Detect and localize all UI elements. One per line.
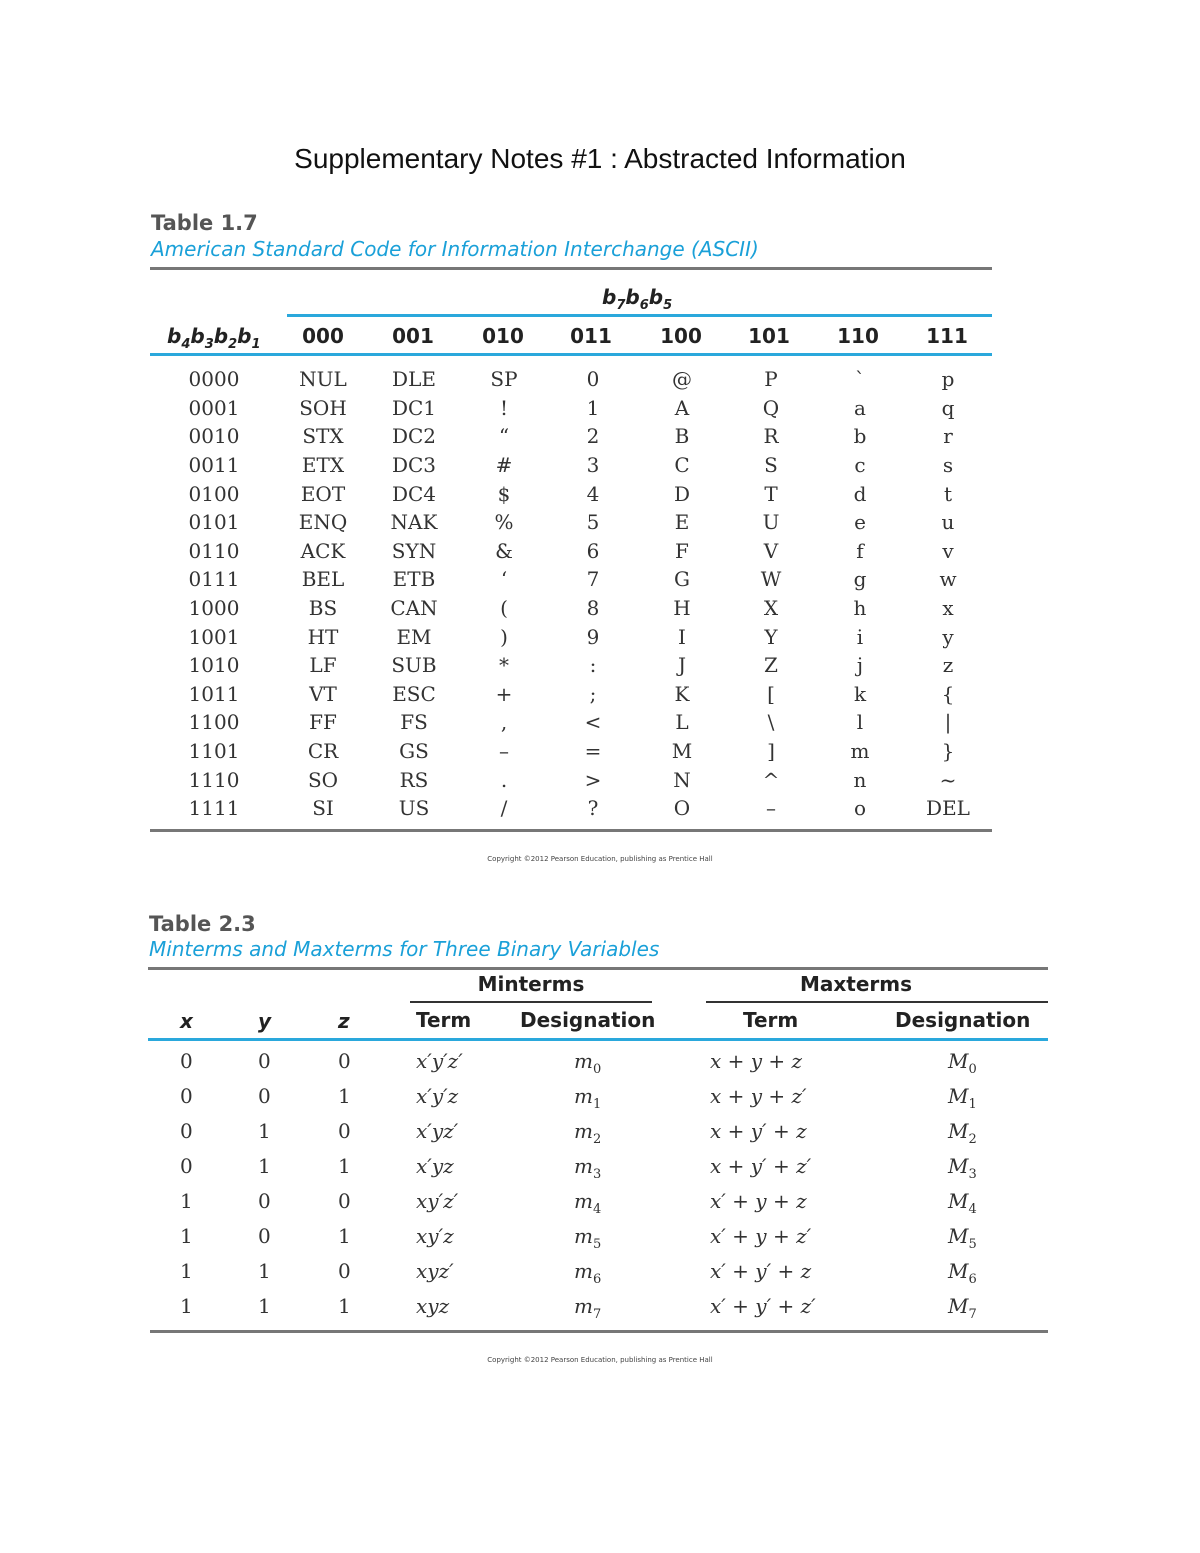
- z-cell: 1: [338, 1294, 351, 1318]
- code-cell-011: ;: [589, 681, 597, 706]
- code-cell-101: Z: [764, 653, 778, 678]
- code-cell-100: C: [674, 453, 690, 478]
- code-cell-110: b: [853, 424, 867, 449]
- bit-pattern-cell: 0001: [188, 395, 240, 420]
- minterm-row: [150, 1255, 1050, 1290]
- code-cell-000: SOH: [299, 395, 347, 420]
- bit-pattern-cell: 1101: [188, 739, 240, 764]
- code-cell-000: CR: [307, 739, 339, 764]
- code-cell-111: p: [941, 367, 955, 392]
- z-cell: 1: [338, 1154, 351, 1178]
- minterm-term-cell: x′yz: [416, 1154, 454, 1178]
- code-cell-010: +: [495, 681, 513, 706]
- code-cell-011: 4: [586, 481, 600, 506]
- ascii-row: [150, 737, 992, 766]
- maxterm-designation-cell: $M_2$: [948, 1119, 977, 1147]
- ascii-row: [150, 537, 992, 566]
- code-cell-000: ENQ: [298, 510, 348, 535]
- code-cell-101: ^: [762, 767, 780, 792]
- code-cell-000: ACK: [300, 538, 346, 563]
- table1-col-header: 001: [392, 324, 434, 348]
- code-cell-000: HT: [307, 624, 339, 649]
- table1-group-rule: [287, 314, 992, 317]
- code-cell-101: ]: [767, 739, 775, 764]
- maxterm-designation-cell: $M_0$: [948, 1049, 977, 1077]
- x-cell: 1: [180, 1294, 193, 1318]
- code-cell-111: q: [941, 395, 955, 420]
- minterm-designation-cell: $m_2$: [574, 1119, 602, 1147]
- minterm-term-cell: x′y′z′: [416, 1049, 463, 1073]
- code-cell-111: x: [942, 596, 954, 621]
- code-cell-101: U: [762, 510, 780, 535]
- code-cell-111: v: [942, 538, 954, 563]
- code-cell-111: DEL: [926, 796, 970, 821]
- code-cell-001: DC2: [391, 424, 437, 449]
- code-cell-001: DC1: [391, 395, 437, 420]
- code-cell-010: (: [500, 596, 508, 621]
- y-cell: 0: [258, 1189, 271, 1213]
- code-cell-111: {: [941, 681, 955, 706]
- code-cell-011: 3: [586, 453, 600, 478]
- code-cell-010: /: [500, 796, 508, 821]
- code-cell-101: V: [763, 538, 779, 563]
- code-cell-100: M: [671, 739, 693, 764]
- code-cell-001: ESC: [392, 681, 436, 706]
- ascii-row: [150, 422, 992, 451]
- code-cell-111: s: [942, 453, 954, 478]
- code-cell-100: K: [674, 681, 690, 706]
- maxterm-designation-cell: $M_5$: [948, 1224, 977, 1252]
- z-cell: 1: [338, 1084, 351, 1108]
- table1-row-header: $b_4b_3b_2b_1$: [167, 324, 261, 352]
- code-cell-100: E: [674, 510, 690, 535]
- minterm-designation-header: Designation: [520, 1008, 656, 1032]
- maxterm-designation-cell: $M_6$: [948, 1259, 977, 1287]
- code-cell-110: f: [856, 538, 864, 563]
- table2-bottom-rule: [150, 1330, 1048, 1333]
- page-title: Supplementary Notes #1 : Abstracted Information: [294, 143, 906, 174]
- maxterm-designation-cell: $M_3$: [948, 1154, 977, 1182]
- code-cell-110: c: [854, 453, 866, 478]
- ascii-row: [150, 479, 992, 508]
- bit-pattern-cell: 1010: [188, 653, 240, 678]
- code-cell-001: SUB: [391, 653, 437, 678]
- code-cell-010: #: [495, 453, 513, 478]
- table2-top-rule: [148, 967, 1048, 970]
- z-cell: 0: [338, 1119, 351, 1143]
- minterms-group-header: Minterms: [477, 972, 585, 996]
- table1-top-rule: [150, 267, 992, 270]
- code-cell-011: :: [589, 653, 597, 678]
- code-cell-110: `: [855, 367, 865, 392]
- maxterm-term-cell: x′ + y′ + z: [710, 1259, 812, 1283]
- code-cell-001: ETB: [392, 567, 436, 592]
- code-cell-011: =: [584, 739, 602, 764]
- code-cell-011: 2: [586, 424, 600, 449]
- code-cell-110: i: [856, 624, 864, 649]
- ascii-row: [150, 680, 992, 709]
- code-cell-001: EM: [396, 624, 432, 649]
- code-cell-010: *: [499, 653, 509, 678]
- ascii-row: [150, 365, 992, 394]
- code-cell-011: 6: [586, 538, 600, 563]
- table1-number: Table 1.7: [151, 211, 258, 235]
- code-cell-011: 0: [586, 367, 600, 392]
- maxterms-group-header: Maxterms: [799, 972, 913, 996]
- x-cell: 1: [180, 1259, 193, 1283]
- ascii-row: [150, 622, 992, 651]
- code-cell-101: P: [764, 367, 778, 392]
- maxterm-term-header: Term: [743, 1008, 799, 1032]
- minterm-row: [150, 1290, 1050, 1325]
- table2-number: Table 2.3: [149, 912, 256, 936]
- code-cell-010: %: [494, 510, 514, 535]
- code-cell-001: CAN: [390, 596, 438, 621]
- minterm-term-cell: xyz: [416, 1294, 450, 1318]
- maxterm-term-cell: x′ + y′ + z′: [710, 1294, 816, 1318]
- bit-pattern-cell: 0010: [188, 424, 240, 449]
- minterm-row: [150, 1115, 1050, 1150]
- table1-col-header: 101: [748, 324, 790, 348]
- code-cell-111: w: [939, 567, 957, 592]
- minterm-term-cell: x′y′z: [416, 1084, 459, 1108]
- code-cell-000: BS: [308, 596, 338, 621]
- minterm-row: [150, 1045, 1050, 1080]
- table2-caption: Minterms and Maxterms for Three Binary Variables: [149, 937, 660, 961]
- code-cell-010: $: [497, 481, 511, 506]
- ascii-row: [150, 394, 992, 423]
- code-cell-000: LF: [309, 653, 337, 678]
- x-cell: 1: [180, 1224, 193, 1248]
- code-cell-110: k: [853, 681, 867, 706]
- code-cell-010: &: [495, 538, 513, 563]
- code-cell-010: SP: [490, 367, 518, 392]
- x-cell: 0: [180, 1119, 193, 1143]
- code-cell-111: z: [942, 653, 954, 678]
- minterms-group-rule: [410, 1001, 652, 1003]
- table1-col-header: 000: [302, 324, 344, 348]
- code-cell-100: D: [673, 481, 691, 506]
- table1-col-header: 110: [837, 324, 879, 348]
- code-cell-101: R: [763, 424, 779, 449]
- minterm-row: [150, 1080, 1050, 1115]
- code-cell-101: \: [767, 710, 775, 735]
- code-cell-010: .: [500, 767, 508, 792]
- code-cell-011: <: [584, 710, 602, 735]
- code-cell-001: DC3: [391, 453, 437, 478]
- col-z-header: z: [338, 1009, 350, 1033]
- code-cell-110: j: [856, 653, 864, 678]
- minterm-designation-cell: $m_5$: [574, 1224, 602, 1252]
- code-cell-110: e: [854, 510, 866, 535]
- minterm-designation-cell: $m_6$: [574, 1259, 602, 1287]
- code-cell-110: g: [853, 567, 867, 592]
- code-cell-000: EOT: [300, 481, 346, 506]
- code-cell-010: ,: [500, 710, 508, 735]
- code-cell-100: L: [675, 710, 689, 735]
- code-cell-001: SYN: [391, 538, 437, 563]
- table1-col-header: 010: [482, 324, 524, 348]
- table1-group-header: $b_7b_6b_5$: [602, 285, 673, 313]
- code-cell-110: l: [856, 710, 864, 735]
- code-cell-101: [: [767, 681, 775, 706]
- code-cell-000: VT: [309, 681, 337, 706]
- minterm-term-cell: xyz′: [416, 1259, 454, 1283]
- maxterm-term-cell: x′ + y + z′: [710, 1224, 812, 1248]
- bit-pattern-cell: 1110: [188, 767, 240, 792]
- table1-bottom-rule: [150, 829, 992, 832]
- code-cell-001: RS: [399, 767, 429, 792]
- code-cell-010: ): [500, 624, 508, 649]
- ascii-table-body: [150, 365, 992, 823]
- ascii-row: [150, 451, 992, 480]
- code-cell-011: 5: [586, 510, 600, 535]
- code-cell-111: |: [944, 710, 952, 735]
- code-cell-000: SO: [307, 767, 339, 792]
- table1-header-rule: [150, 353, 992, 356]
- ascii-row: [150, 794, 992, 823]
- code-cell-001: FS: [400, 710, 428, 735]
- bit-pattern-cell: 0100: [188, 481, 240, 506]
- code-cell-101: Q: [762, 395, 780, 420]
- ascii-row: [150, 708, 992, 737]
- code-cell-001: DC4: [391, 481, 437, 506]
- minterm-term-cell: x′yz′: [416, 1119, 459, 1143]
- z-cell: 0: [338, 1189, 351, 1213]
- maxterm-designation-header: Designation: [895, 1008, 1031, 1032]
- code-cell-101: T: [764, 481, 778, 506]
- code-cell-011: ?: [587, 796, 599, 821]
- code-cell-000: BEL: [301, 567, 345, 592]
- minterm-table-body: [150, 1045, 1050, 1325]
- col-x-header: x: [180, 1009, 193, 1033]
- bit-pattern-cell: 0110: [188, 538, 240, 563]
- maxterms-group-rule: [706, 1001, 1048, 1003]
- table2-copyright: Copyright ©2012 Pearson Education, publishing as Prentice Hall: [487, 1356, 713, 1364]
- code-cell-110: o: [853, 796, 867, 821]
- maxterm-term-cell: x + y + z: [710, 1049, 803, 1073]
- code-cell-100: N: [673, 767, 691, 792]
- code-cell-101: –: [766, 796, 776, 821]
- code-cell-011: 7: [586, 567, 600, 592]
- code-cell-000: FF: [309, 710, 337, 735]
- code-cell-100: A: [674, 395, 690, 420]
- code-cell-000: STX: [302, 424, 344, 449]
- y-cell: 1: [258, 1154, 271, 1178]
- code-cell-010: !: [499, 395, 509, 420]
- code-cell-001: DLE: [392, 367, 436, 392]
- x-cell: 0: [180, 1084, 193, 1108]
- code-cell-111: }: [941, 739, 955, 764]
- table1-copyright: Copyright ©2012 Pearson Education, publishing as Prentice Hall: [487, 855, 713, 863]
- maxterm-designation-cell: $M_4$: [948, 1189, 977, 1217]
- bit-pattern-cell: 0011: [188, 453, 240, 478]
- minterm-row: [150, 1185, 1050, 1220]
- code-cell-110: h: [853, 596, 867, 621]
- minterm-designation-cell: $m_7$: [574, 1294, 602, 1322]
- minterm-term-cell: xy′z′: [416, 1189, 459, 1213]
- code-cell-100: G: [674, 567, 690, 592]
- x-cell: 0: [180, 1154, 193, 1178]
- ascii-row: [150, 565, 992, 594]
- minterm-designation-cell: $m_3$: [574, 1154, 602, 1182]
- table1-col-header: 011: [570, 324, 612, 348]
- code-cell-101: Y: [764, 624, 778, 649]
- bit-pattern-cell: 1100: [188, 710, 240, 735]
- code-cell-110: m: [850, 739, 870, 764]
- maxterm-term-cell: x + y + z′: [710, 1084, 807, 1108]
- table1-caption: American Standard Code for Information Interchange (ASCII): [151, 237, 759, 261]
- code-cell-100: O: [673, 796, 691, 821]
- code-cell-001: US: [398, 796, 430, 821]
- y-cell: 1: [258, 1119, 271, 1143]
- minterm-designation-cell: $m_1$: [574, 1084, 602, 1112]
- minterm-term-cell: xy′z: [416, 1224, 454, 1248]
- bit-pattern-cell: 0101: [188, 510, 240, 535]
- minterm-row: [150, 1150, 1050, 1185]
- ascii-row: [150, 508, 992, 537]
- code-cell-000: SI: [312, 796, 334, 821]
- col-y-header: y: [258, 1009, 272, 1033]
- code-cell-111: r: [943, 424, 953, 449]
- y-cell: 1: [258, 1294, 271, 1318]
- bit-pattern-cell: 1111: [188, 796, 240, 821]
- bit-pattern-cell: 0000: [188, 367, 240, 392]
- code-cell-010: “: [498, 424, 510, 449]
- code-cell-110: d: [853, 481, 867, 506]
- table1-col-header: 100: [660, 324, 702, 348]
- code-cell-111: u: [941, 510, 955, 535]
- code-cell-100: B: [674, 424, 690, 449]
- z-cell: 1: [338, 1224, 351, 1248]
- bit-pattern-cell: 0111: [188, 567, 240, 592]
- code-cell-001: NAK: [390, 510, 438, 535]
- bit-pattern-cell: 1001: [188, 624, 240, 649]
- code-cell-111: t: [943, 481, 953, 506]
- maxterm-term-cell: x′ + y + z: [710, 1189, 807, 1213]
- minterm-row: [150, 1220, 1050, 1255]
- code-cell-111: y: [942, 624, 954, 649]
- code-cell-010: ‘: [500, 567, 508, 592]
- maxterm-designation-cell: $M_1$: [948, 1084, 977, 1112]
- code-cell-011: >: [584, 767, 602, 792]
- code-cell-100: H: [673, 596, 691, 621]
- code-cell-111: ~: [939, 767, 957, 792]
- code-cell-110: a: [854, 395, 866, 420]
- bit-pattern-cell: 1000: [188, 596, 240, 621]
- bit-pattern-cell: 1011: [188, 681, 240, 706]
- code-cell-101: W: [760, 567, 782, 592]
- minterm-designation-cell: $m_4$: [574, 1189, 602, 1217]
- code-cell-011: 1: [586, 395, 600, 420]
- maxterm-designation-cell: $M_7$: [948, 1294, 977, 1322]
- ascii-row: [150, 594, 992, 623]
- ascii-row: [150, 651, 992, 680]
- maxterm-term-cell: x + y′ + z′: [710, 1154, 812, 1178]
- code-cell-010: –: [499, 739, 509, 764]
- minterm-designation-cell: $m_0$: [574, 1049, 602, 1077]
- y-cell: 1: [258, 1259, 271, 1283]
- code-cell-100: F: [675, 538, 689, 563]
- code-cell-011: 9: [586, 624, 600, 649]
- code-cell-100: I: [678, 624, 686, 649]
- z-cell: 0: [338, 1049, 351, 1073]
- code-cell-100: J: [677, 653, 687, 678]
- code-cell-000: ETX: [301, 453, 345, 478]
- code-cell-110: n: [853, 767, 867, 792]
- code-cell-100: @: [672, 367, 692, 392]
- code-cell-000: NUL: [299, 367, 347, 392]
- code-cell-101: X: [763, 596, 779, 621]
- code-cell-011: 8: [586, 596, 600, 621]
- x-cell: 0: [180, 1049, 193, 1073]
- table1-col-header: 111: [926, 324, 968, 348]
- y-cell: 0: [258, 1224, 271, 1248]
- y-cell: 0: [258, 1084, 271, 1108]
- code-cell-101: S: [764, 453, 778, 478]
- ascii-row: [150, 765, 992, 794]
- code-cell-001: GS: [399, 739, 429, 764]
- y-cell: 0: [258, 1049, 271, 1073]
- table2-header-rule: [148, 1038, 1048, 1041]
- z-cell: 0: [338, 1259, 351, 1283]
- x-cell: 1: [180, 1189, 193, 1213]
- minterm-term-header: Term: [416, 1008, 472, 1032]
- maxterm-term-cell: x + y′ + z: [710, 1119, 807, 1143]
